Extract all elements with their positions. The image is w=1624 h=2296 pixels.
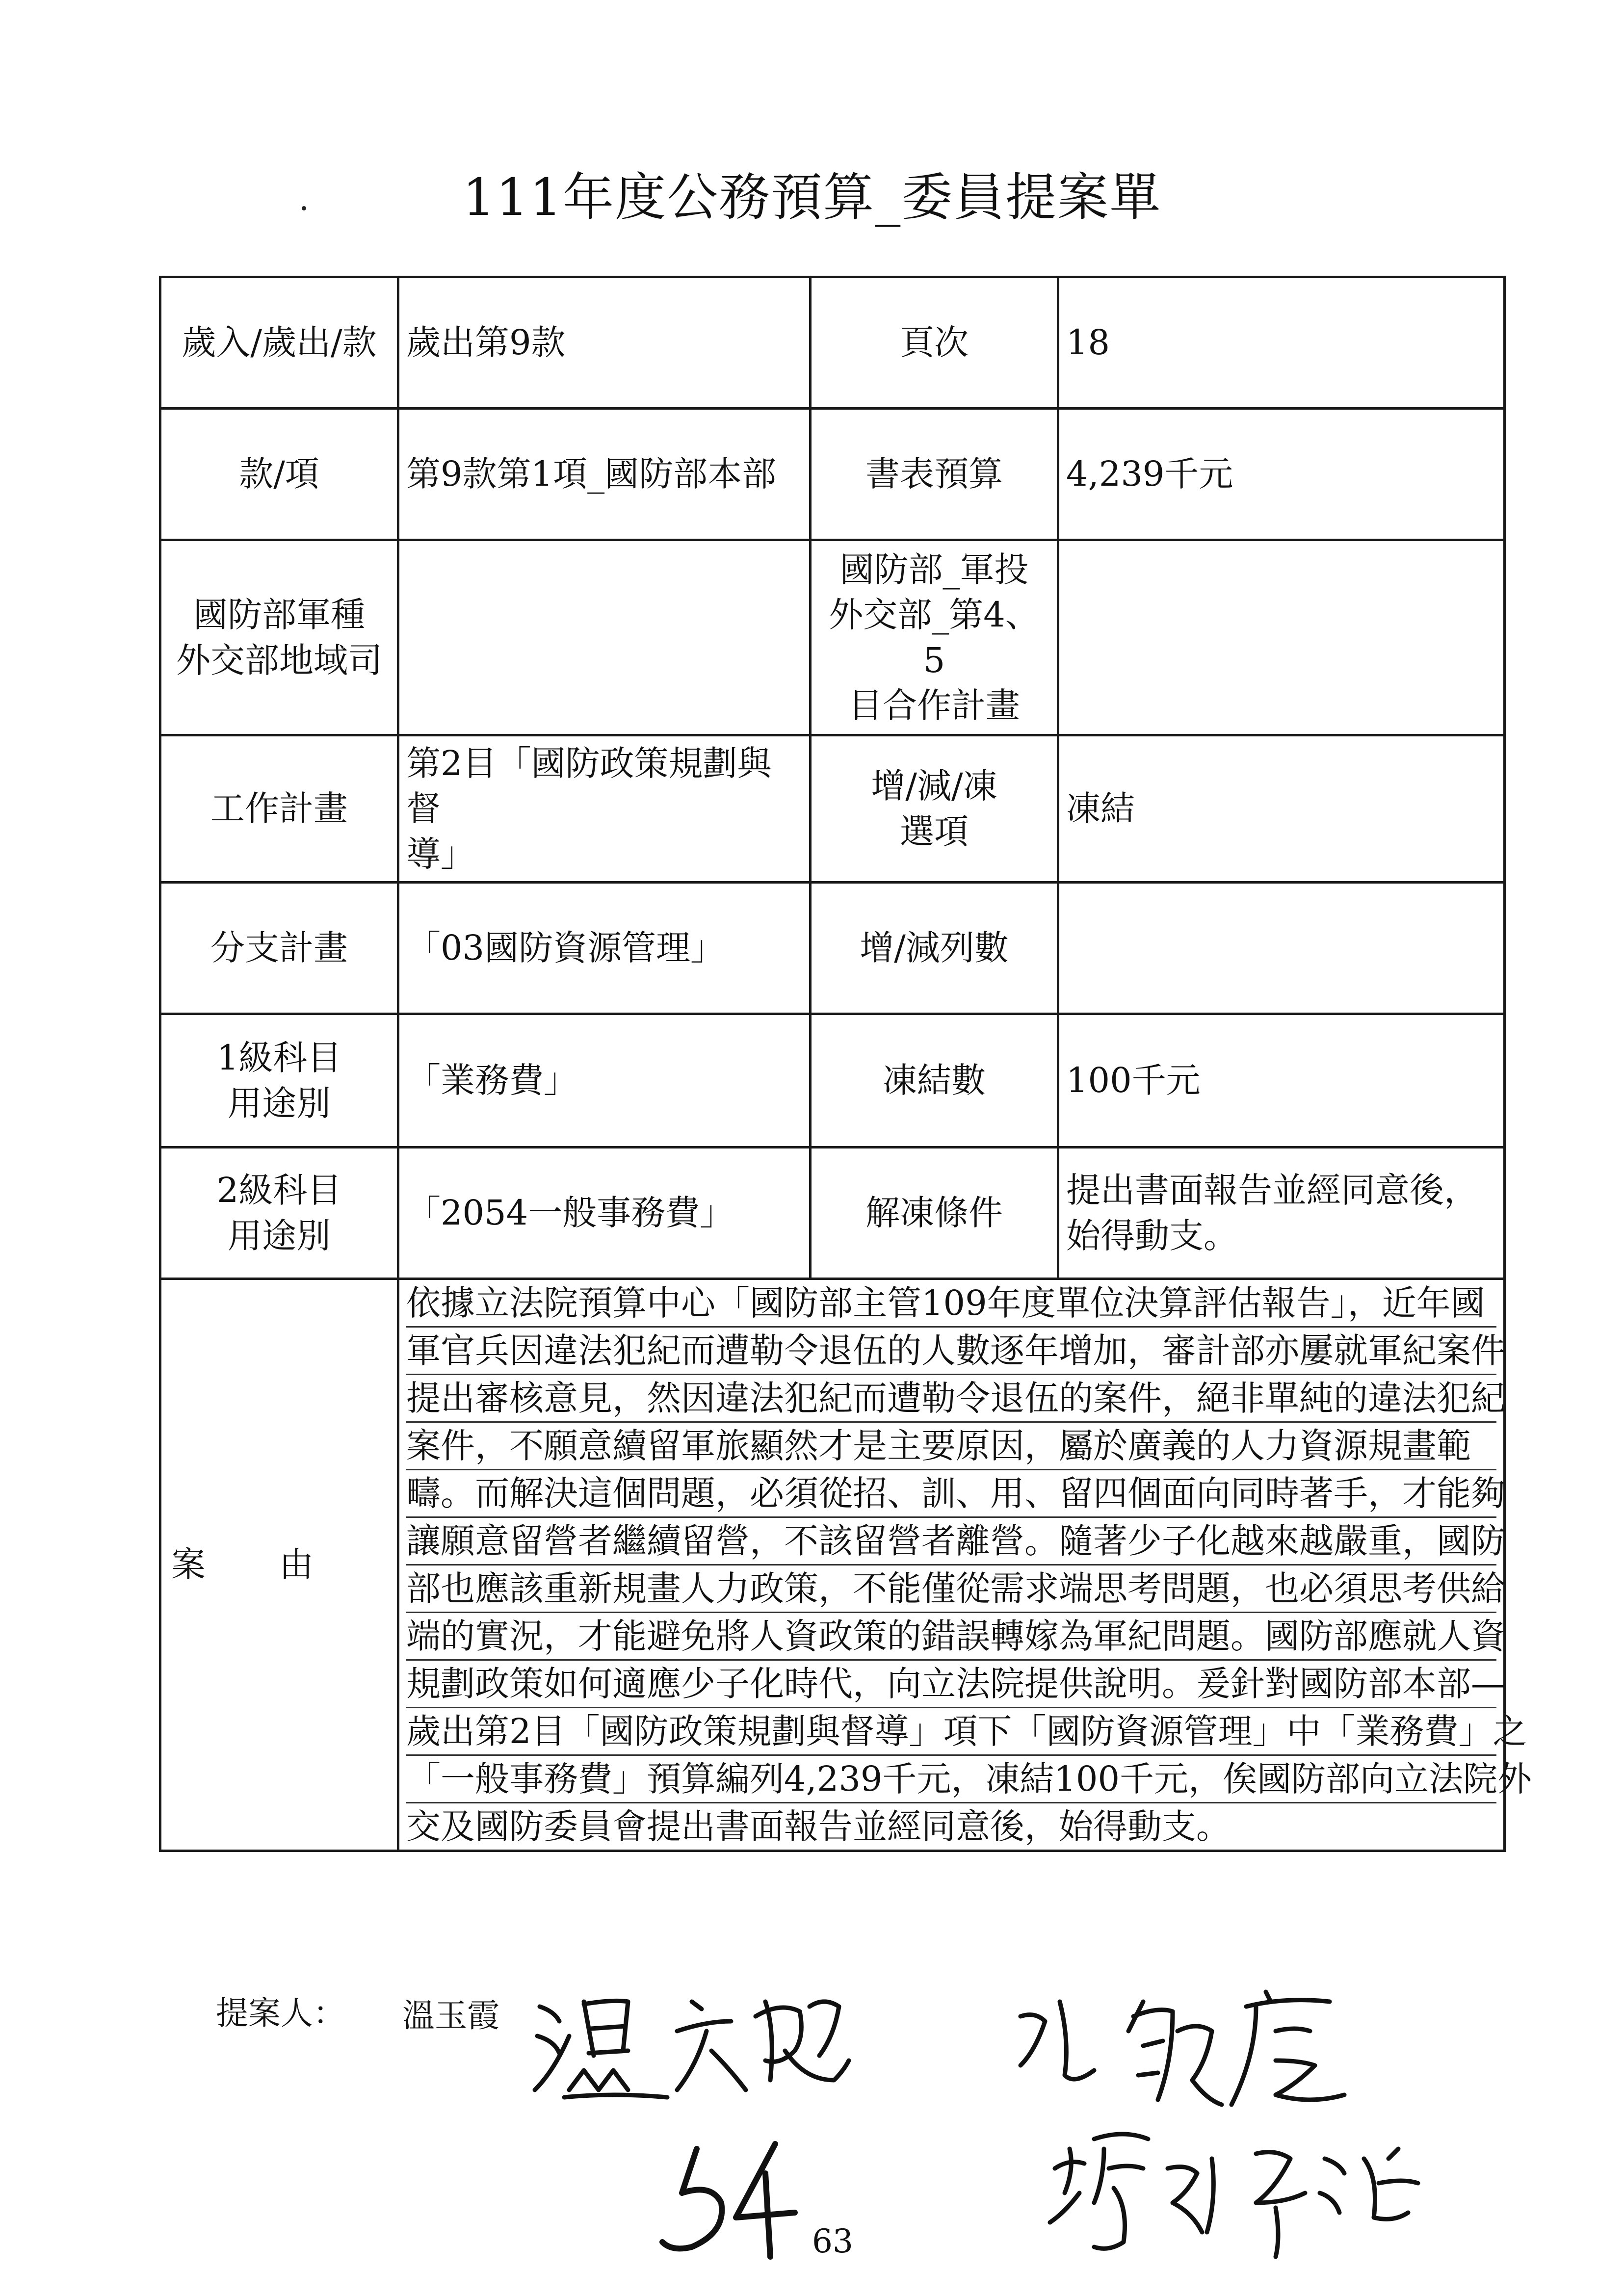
reason-line: 交及國防委員會提出書面報告並經同意後，始得動支。 [406, 1806, 1231, 1847]
proposer-name: 溫玉霞 [402, 1997, 499, 2035]
proposer-label: 提案人： [216, 1994, 345, 2032]
label-reason: 案由 [160, 1279, 398, 1851]
reason-line: 部也應該重新規畫人力政策，不能僅從需求端思考問題，也必須思考供給 [406, 1565, 1496, 1613]
label-adjust-line1: 增/減/凍 [871, 766, 997, 807]
value-work-plan-line1: 第2目「國防政策規劃與督 [406, 743, 772, 829]
value-unfreeze-line2: 始得動支。 [1066, 1215, 1238, 1256]
value-statement-budget: 4,239千元 [1058, 409, 1505, 540]
label-frozen-amount: 凍結數 [811, 1014, 1058, 1148]
page-number: 63 [812, 2222, 853, 2260]
reason-line: 提出審核意見，然因違法犯紀而遭勒令退伍的案件，絕非單純的違法犯紀 [406, 1375, 1496, 1423]
reason-line: 讓願意留營者繼續留營，不該留營者離營。隨著少子化越來越嚴重，國防 [406, 1518, 1496, 1565]
label-level2-line1: 2級科目 [216, 1170, 342, 1211]
reason-line: 歲出第2目「國防政策規劃與督導」項下「國防資源管理」中「業務費」之 [406, 1708, 1496, 1756]
value-page: 18 [1058, 277, 1505, 409]
label-adjust-line2: 選項 [900, 811, 969, 852]
label-unfreeze-condition: 解凍條件 [811, 1148, 1058, 1279]
label-cooperation-line2: 外交部_第4、5 [829, 595, 1040, 680]
label-level1-line2: 用途別 [228, 1083, 331, 1123]
handwritten-number-54 [662, 2144, 795, 2257]
label-branch-plan: 分支計畫 [160, 883, 398, 1014]
value-work-plan-line2: 導」 [406, 834, 475, 874]
reason-line: 「一般事務費」預算編列4,239千元，凍結100千元，俟國防部向立法院外 [406, 1756, 1496, 1803]
label-cooperation-line3: 目合作計畫 [848, 685, 1020, 726]
document-title: 111年度公務預算_委員提案單 [462, 167, 1162, 227]
signature-3 [1050, 2134, 1418, 2257]
label-ministry-line2: 外交部地域司 [176, 640, 382, 680]
value-section-item: 第9款第1項_國防部本部 [398, 409, 811, 540]
label-revenue-expenditure: 歲入/歲出/款 [160, 277, 398, 409]
label-ministry-line1: 國防部軍種 [193, 595, 365, 635]
reason-line: 疇。而解決這個問題，必須從招、訓、用、留四個面向同時著手，才能夠 [406, 1470, 1496, 1518]
value-unfreeze-line1: 提出書面報告並經同意後， [1066, 1170, 1478, 1211]
signature-2 [1021, 1992, 1344, 2105]
value-level1-subject: 「業務費」 [398, 1014, 811, 1148]
label-adjust-amount: 增/減列數 [811, 883, 1058, 1014]
reason-line: 案件，不願意續留軍旅顯然才是主要原因，屬於廣義的人力資源規畫範 [406, 1423, 1496, 1470]
label-statement-budget: 書表預算 [811, 409, 1058, 540]
label-page: 頁次 [811, 277, 1058, 409]
label-level1-line1: 1級科目 [216, 1038, 342, 1078]
reason-line: 軍官兵因違法犯紀而遭勒令退伍的人數逐年增加，審計部亦屢就軍紀案件 [406, 1328, 1496, 1375]
reason-line: 端的實況，才能避免將人資政策的錯誤轉嫁為軍紀問題。國防部應就人資 [406, 1613, 1496, 1661]
reason-line: 依據立法院預算中心「國防部主管109年度單位決算評估報告」，近年國 [406, 1280, 1496, 1328]
label-cooperation-line1: 國防部_軍投 [839, 549, 1029, 590]
reason-line: 規劃政策如何適應少子化時代，向立法院提供說明。爰針對國防部本部— [406, 1661, 1496, 1708]
value-revenue-expenditure: 歲出第9款 [398, 277, 811, 409]
value-branch-plan: 「03國防資源管理」 [398, 883, 811, 1014]
label-work-plan: 工作計畫 [160, 735, 398, 883]
label-level2-line2: 用途別 [228, 1215, 331, 1256]
label-section-item: 款/項 [160, 409, 398, 540]
value-level2-subject: 「2054一般事務費」 [398, 1148, 811, 1279]
signature-1 [535, 2001, 849, 2097]
value-frozen-amount: 100千元 [1058, 1014, 1505, 1148]
value-adjust-option: 凍結 [1058, 735, 1505, 883]
